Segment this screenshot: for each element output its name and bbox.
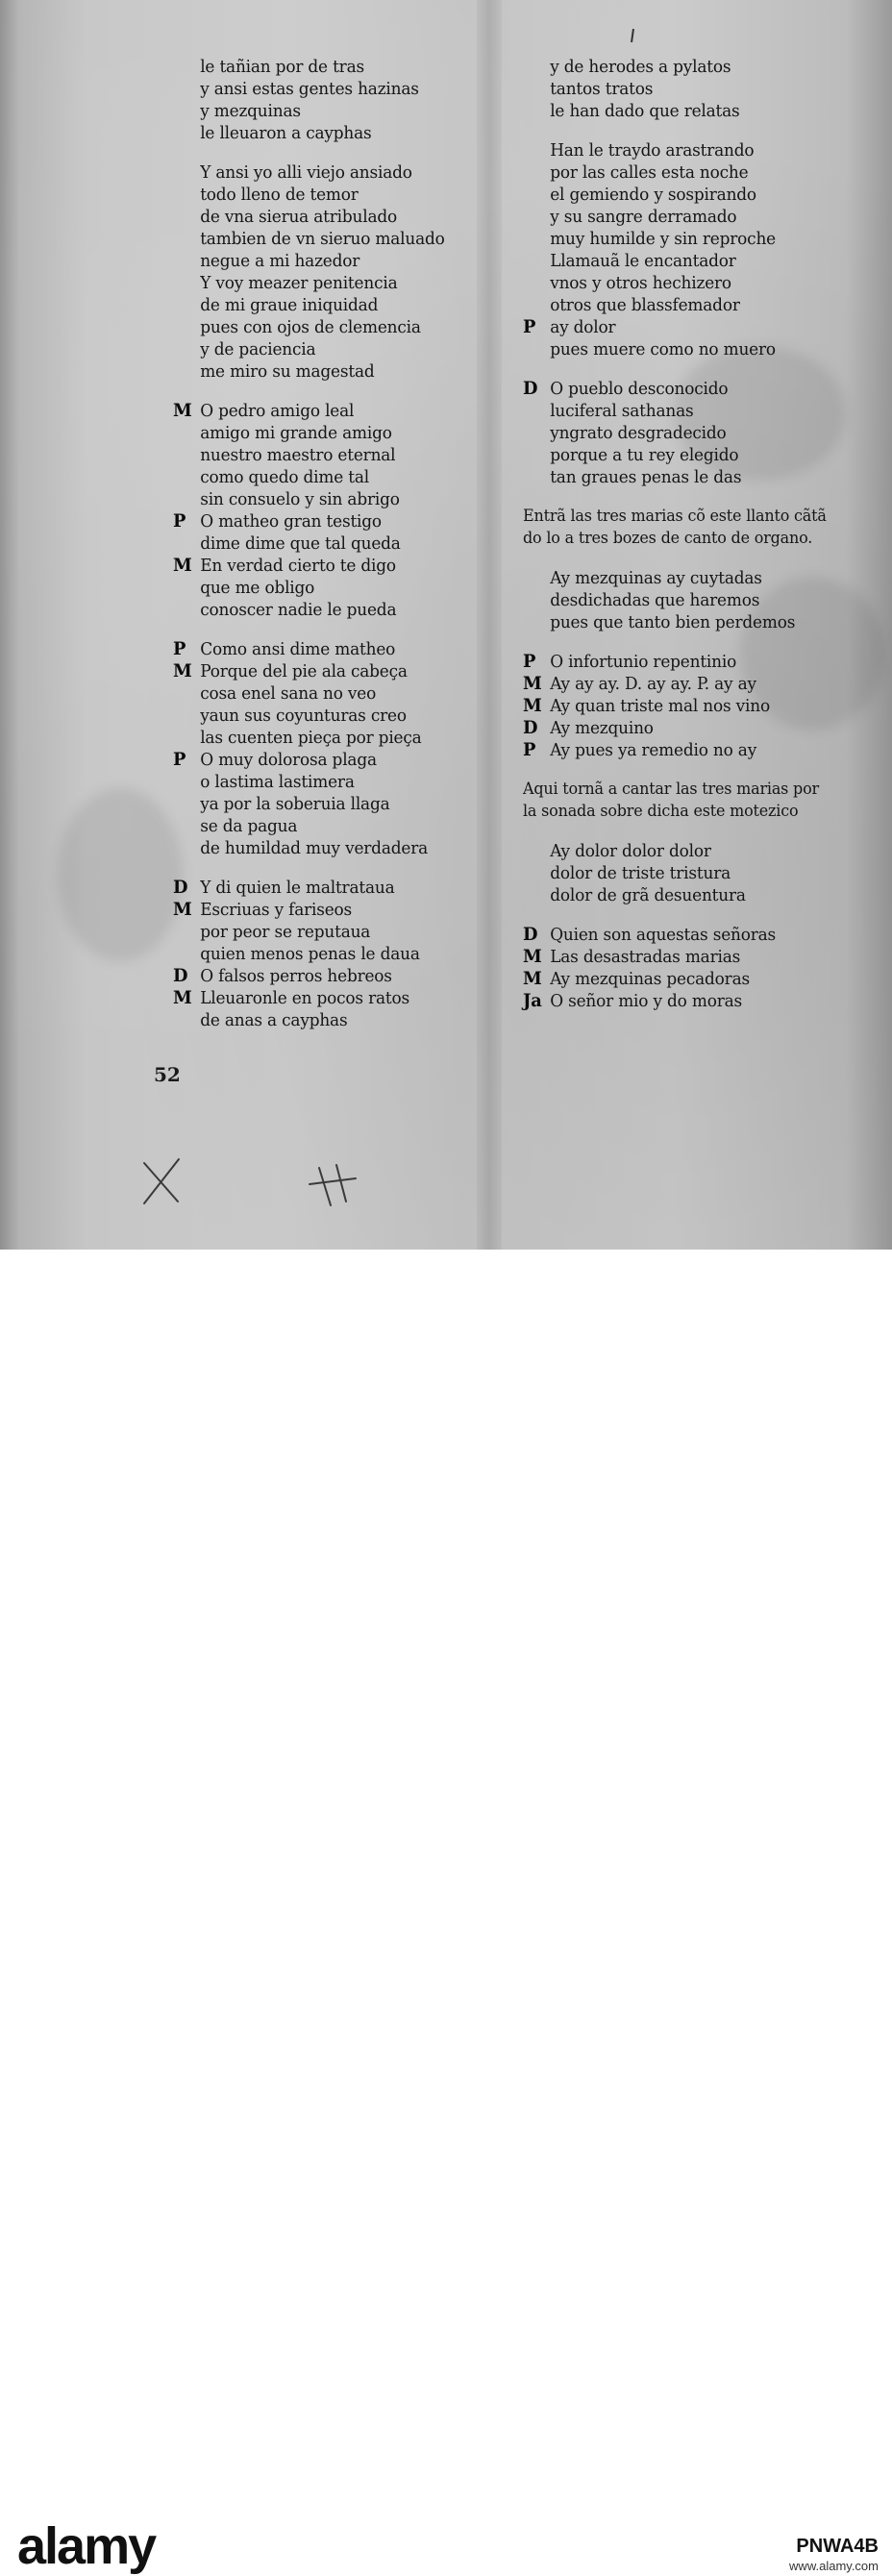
speaker-mark: M [523,968,542,989]
verse-text: de vna sierua atribulado [200,207,398,227]
verse-text: Ay ay ay. D. ay ay. P. ay ay [550,674,756,694]
verse-text: Entrã las tres marias cõ este llanto cãtã [523,507,827,526]
verse-text: O falsos perros hebreos [200,966,392,986]
verse-text: Y ansi yo alli viejo ansiado [200,162,412,183]
speaker-mark: M [523,946,542,967]
verse-text: Ay mezquinas ay cuytadas [550,568,762,588]
verse-text: se da pagua [200,816,298,836]
verse-text: O pueblo desconocido [550,379,729,399]
speaker-mark: D [523,378,538,399]
verse-text: y mezquinas [200,101,301,121]
verse-text: Han le traydo arastrando [550,140,755,161]
verse-text: y de paciencia [200,339,316,359]
verse-text: O muy dolorosa plaga [200,750,377,770]
verse-text: Ay dolor dolor dolor [550,841,711,861]
speaker-mark: D [523,924,538,945]
page-number: 52 [154,1063,181,1086]
verse-text: le han dado que relatas [550,101,740,121]
verse-text: Ay mezquinas pecadoras [550,969,750,989]
speaker-mark: M [173,899,192,920]
verse-text: dime dime que tal queda [200,533,401,554]
verse-text: do lo a tres bozes de canto de organo. [523,529,813,548]
watermark-band [0,1250,892,2575]
pencil-hash-mark [310,1178,356,1184]
verse-text: vnos y otros hechizero [550,273,731,293]
verse-text: O infortunio repentinio [550,652,737,672]
verse-text: ay dolor [550,317,616,337]
verse-text: las cuenten pieça por pieça [200,728,422,748]
verse-text: nuestro maestro eternal [200,445,396,465]
pencil-hash-mark [336,1165,346,1201]
speaker-mark: M [523,673,542,694]
verse-text: el gemiendo y sospirando [550,185,756,205]
speaker-mark: M [173,555,192,576]
verse-text: como quedo dime tal [200,467,370,487]
verse-text: dolor de grã desuentura [550,885,746,905]
speaker-mark: P [523,316,536,337]
speaker-mark: P [173,638,186,659]
verse-text: desdichadas que haremos [550,590,760,610]
speaker-mark: P [523,739,536,760]
verse-text: yaun sus coyunturas creo [200,706,407,726]
verse-text: Porque del pie ala cabeça [200,661,408,681]
verse-text: que me obligo [200,578,315,598]
verse-text: negue a mi hazedor [200,251,360,271]
verse-text: por las calles esta noche [550,162,749,183]
verse-text: la sonada sobre dicha este motezico [523,802,799,821]
verse-text: y ansi estas gentes hazinas [200,79,419,99]
verse-text: Quien son aquestas señoras [550,925,777,945]
verse-text: O pedro amigo leal [200,401,355,421]
verse-text: conoscer nadie le pueda [200,600,397,620]
verse-text: de humildad muy verdadera [200,838,428,858]
speaker-mark: M [173,987,192,1008]
speaker-mark: D [173,877,188,898]
scanned-page [0,0,892,1250]
speaker-mark: Ja [523,990,542,1011]
verse-text: todo lleno de temor [200,185,359,205]
verse-text: de anas a cayphas [200,1010,348,1030]
verse-text: pues que tanto bien perdemos [550,612,796,632]
verse-text: amigo mi grande amigo [200,423,392,443]
speaker-mark: D [173,965,188,986]
verse-text: porque a tu rey elegido [550,445,739,465]
verse-text: de mi graue iniquidad [200,295,379,315]
verse-text: tantos tratos [550,79,654,99]
speaker-mark: M [173,400,192,421]
verse-text: luciferal sathanas [550,401,694,421]
speaker-mark: D [523,717,538,738]
verse-text: Lleuaronle en pocos ratos [200,988,410,1008]
verse-text: ya por la soberuia llaga [200,794,390,814]
verse-text: Las desastradas marias [550,947,741,967]
verse-text: Ay mezquino [550,718,654,738]
verse-text: O señor mio y do moras [550,991,743,1011]
verse-text: tambien de vn sieruo maluado [200,229,445,249]
verse-text: y su sangre derramado [550,207,737,227]
speaker-mark: P [173,749,186,770]
verse-text: yngrato desgradecido [550,423,727,443]
speaker-mark: M [523,695,542,716]
pencil-marks [0,0,892,1250]
verse-text: y de herodes a pylatos [550,57,731,77]
verse-text: muy humilde y sin reproche [550,229,776,249]
verse-text: pues con ojos de clemencia [200,317,421,337]
verse-text: cosa enel sana no veo [200,683,377,704]
speaker-mark: P [173,510,186,532]
verse-text: sin consuelo y sin abrigo [200,489,400,509]
verse-text: le lleuaron a cayphas [200,123,372,143]
speaker-mark: M [173,660,192,681]
verse-text: tan graues penas le das [550,467,742,487]
verse-text: dolor de triste tristura [550,863,731,883]
speaker-mark: P [523,651,536,672]
verse-text: pues muere como no muero [550,339,776,359]
verse-text: otros que blassfemador [550,295,740,315]
verse-text: Ay pues ya remedio no ay [550,740,757,760]
verse-text: quien menos penas le daua [200,944,420,964]
verse-text: Y di quien le maltrataua [200,878,395,898]
verse-text: Escriuas y fariseos [200,900,353,920]
verse-text: Aqui tornã a cantar las tres marias por [523,780,819,799]
verse-text: o lastima lastimera [200,772,355,792]
verse-text: Y voy meazer penitencia [200,273,398,293]
verse-text: En verdad cierto te digo [200,556,396,576]
verse-text: Llamauã le encantador [550,251,736,271]
pencil-hash-mark [319,1168,331,1205]
verse-text: Como ansi dime matheo [200,639,396,659]
verse-text: le tañian por de tras [200,57,364,77]
image-id: PNWA4B [796,2536,879,2557]
verse-text: Ay quan triste mal nos vino [550,696,770,716]
verse-text: O matheo gran testigo [200,511,382,532]
verse-text: me miro su magestad [200,361,375,382]
verse-text: por peor se reputaua [200,922,371,942]
site-url: www.alamy.com [789,2559,879,2573]
alamy-logo: alamy [17,2517,156,2575]
